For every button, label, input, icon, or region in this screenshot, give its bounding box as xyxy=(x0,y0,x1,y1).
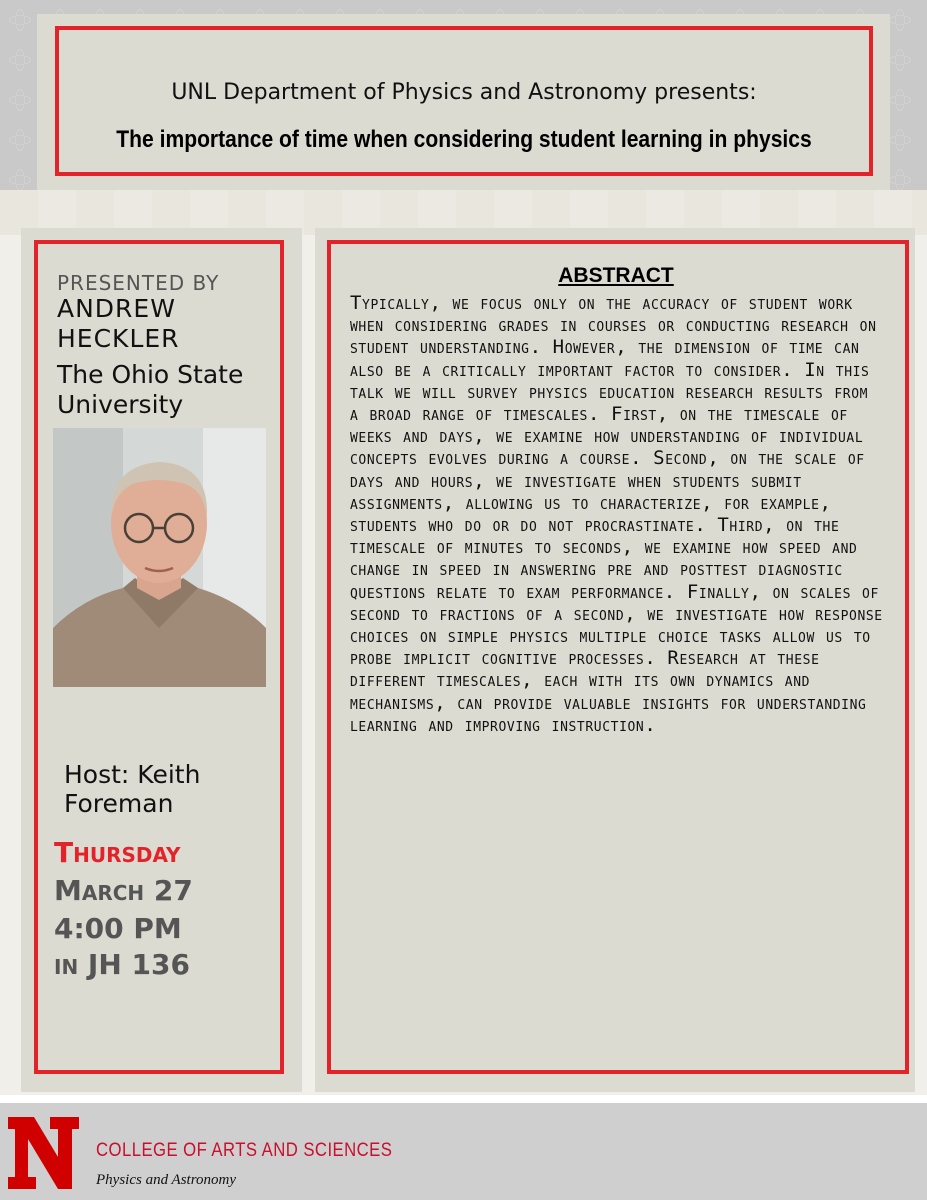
event-day: Thursday xyxy=(54,836,181,869)
nebraska-n-logo xyxy=(6,1113,81,1191)
abstract-text: Typically, we focus only on the accuracy of student work when considering grades in courses or conducting research on student understanding. However, the dimension of time can also be a critically important factor to consider. In this talk we will survey physics education research results from a broad range of timescales. First, on the timescale of weeks and days, we examine how understanding of individual concepts evolves during a course. Second, on the scale of days and hours, we investigate when students submit assignments, allowing us to characterize, for example, students who do or do not procrastinate. Third, on the timescale of minutes to seconds, we examine how speed and change in speed in answering pre and posttest diagnostic questions relate to exam performance. Finally, on scales of second to fractions of a second, we investigate how response choices on simple physics multiple choice tasks allow us to probe implicit cognitive processes. Research at these different timescales, each with its own dynamics and mechanisms, can provide valuable insights for understanding learning and improving instruction. xyxy=(350,292,883,736)
speaker-affiliation: The Ohio State University xyxy=(57,360,244,419)
speaker-name: ANDREW HECKLER xyxy=(57,294,180,353)
abstract-frame xyxy=(327,240,909,1074)
footer-bar xyxy=(0,1103,927,1200)
title-frame xyxy=(55,26,873,176)
speaker-portrait-image xyxy=(53,428,266,687)
speaker-frame xyxy=(34,240,284,1074)
event-time: 4:00 PM xyxy=(54,912,182,945)
abstract-heading: ABSTRACT xyxy=(558,264,674,287)
speaker-panel xyxy=(21,228,302,1092)
presented-by-label: PRESENTED BY xyxy=(57,271,220,295)
speaker-photo xyxy=(53,428,266,687)
event-location: in JH 136 xyxy=(54,948,190,981)
presenter-line: UNL Department of Physics and Astronomy presents: xyxy=(171,80,757,105)
abstract-panel xyxy=(315,228,915,1092)
college-name: COLLEGE OF ARTS AND SCIENCES xyxy=(96,1140,393,1161)
host-label: Host: Keith Foreman xyxy=(64,760,201,818)
footer-divider xyxy=(0,1095,927,1103)
talk-title: The importance of time when considering student learning in physics xyxy=(116,126,812,153)
department-name: Physics and Astronomy xyxy=(96,1172,236,1188)
title-panel xyxy=(37,14,890,190)
event-date: March 27 xyxy=(54,874,193,907)
